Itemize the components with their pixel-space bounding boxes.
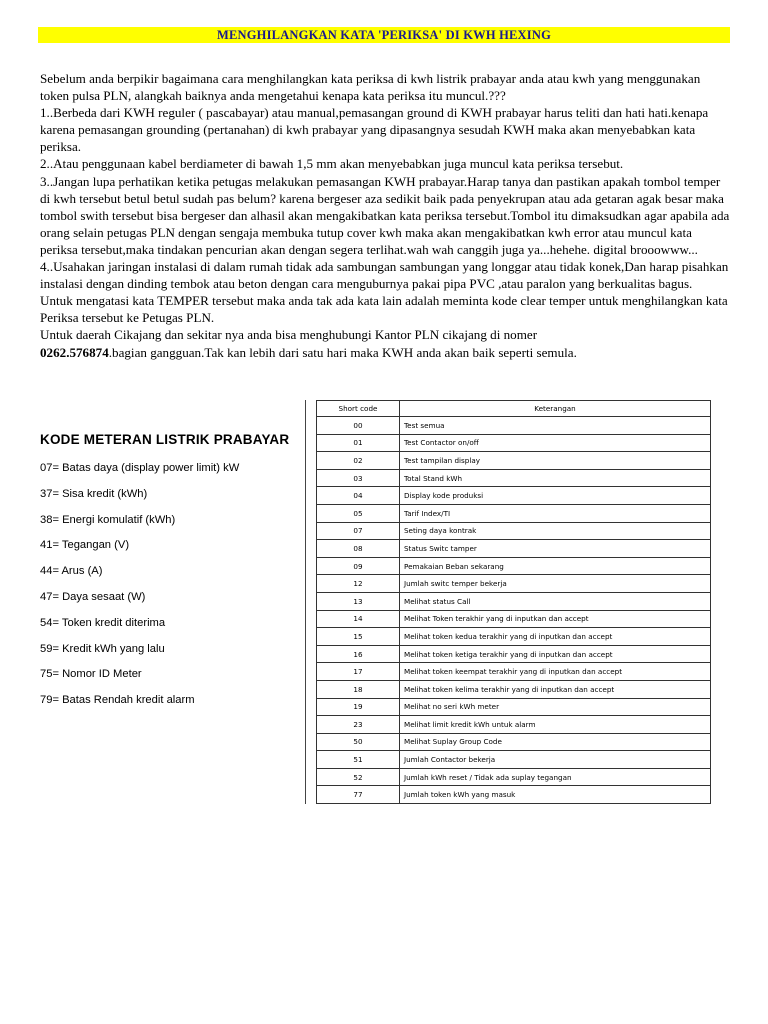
- table-row: [317, 610, 711, 628]
- table-row: [317, 628, 711, 646]
- table-row: [317, 522, 711, 540]
- table-row: [317, 663, 711, 681]
- kode-item: 37= Sisa kredit (kWh): [40, 487, 148, 500]
- short-code-cell: 52: [317, 768, 400, 786]
- paragraph: 4..Usahakan jaringan instalasi di dalam rumah tidak ada sambungan sambungan yang longgar atau tidak konek,Dan harap pisahkan instalasi dengan dinding tembok atau beton dengan cara menguburnya pakai pipa PVC ,atau paralon yang berkualitas bagus.: [40, 259, 729, 292]
- keterangan-cell: Melihat token keempat terakhir yang di inputkan dan accept: [400, 663, 711, 681]
- short-code-table: [316, 400, 711, 804]
- table-row: [317, 452, 711, 470]
- keterangan-cell: Melihat no seri kWh meter: [400, 698, 711, 716]
- keterangan-cell: Test Contactor on/off: [400, 434, 711, 452]
- contact-suffix: .bagian gangguan.Tak kan lebih dari satu hari maka KWH anda akan baik seperti semula.: [108, 344, 577, 360]
- keterangan-cell: Melihat status Call: [400, 592, 711, 610]
- kode-item: 07= Batas daya (display power limit) kW: [40, 462, 240, 474]
- kode-item: 75= Nomor ID Meter: [40, 668, 142, 681]
- keterangan-cell: Jumlah Contactor bekerja: [400, 751, 711, 769]
- keterangan-cell: Jumlah switc temper bekerja: [400, 575, 711, 593]
- paragraph: Untuk daerah Cikajang dan sekitar nya anda bisa menghubungi Kantor PLN cikajang di nomer: [40, 327, 538, 343]
- contact-line: [40, 344, 730, 361]
- keterangan-cell: Jumlah kWh reset / Tidak ada suplay tegangan: [400, 768, 711, 786]
- kode-item: 59= Kredit kWh yang lalu: [40, 642, 165, 655]
- short-code-cell: 50: [317, 733, 400, 751]
- kode-title: KODE METERAN LISTRIK PRABAYAR: [40, 432, 290, 447]
- article-body: [40, 70, 730, 361]
- keterangan-cell: Display kode produksi: [400, 487, 711, 505]
- header-short-code: Short code: [317, 401, 400, 417]
- short-code-cell: 17: [317, 663, 400, 681]
- short-code-cell: 23: [317, 716, 400, 734]
- keterangan-cell: Pemakaian Beban sekarang: [400, 557, 711, 575]
- table-row: [317, 768, 711, 786]
- table-row: [317, 487, 711, 505]
- table-row: [317, 417, 711, 435]
- kode-list: [40, 460, 239, 718]
- table-row: [317, 540, 711, 558]
- kode-item: 38= Energi komulatif (kWh): [40, 513, 176, 526]
- short-code-cell: 77: [317, 786, 400, 804]
- paragraph: 3..Jangan lupa perhatikan ketika petugas melakukan pemasangan KWH prabayar.Harap tanya dan pastikan apakah tombol temper di kwh tersebut betul betul sudah pas belum? karena bergeser aza sedikit baik pada penyekrupan atau ada getaran agak besar maka tombol swith tersebut bisa bergeser dan alhasil akan mengakibatkan kata periksa tersebut.Tombol itu dimaksudkan agar apabila ada orang selain petugas PLN dengan sengaja membuka tutup cover kwh maka akan mengakibatkan kwh error atau muncul kata periksa tersebut,maka tindakan pencurian akan dengan segera terlihat.wah wah canggih juga ya...hehehe. digital brooowww...: [40, 173, 730, 257]
- short-code-cell: 12: [317, 575, 400, 593]
- keterangan-cell: Melihat token kedua terakhir yang di inputkan dan accept: [400, 628, 711, 646]
- short-code-cell: 18: [317, 680, 400, 698]
- keterangan-cell: Melihat Suplay Group Code: [400, 733, 711, 751]
- keterangan-cell: Melihat Token terakhir yang di inputkan dan accept: [400, 610, 711, 628]
- kode-item: 41= Tegangan (V): [40, 539, 130, 552]
- table-row: [317, 698, 711, 716]
- page-title: MENGHILANGKAN KATA 'PERIKSA' DI KWH HEXING: [38, 27, 730, 43]
- keterangan-cell: Test tampilan display: [400, 452, 711, 470]
- divider: [305, 400, 306, 804]
- table-row: [317, 592, 711, 610]
- short-code-cell: 07: [317, 522, 400, 540]
- table-row: [317, 575, 711, 593]
- table-row: [317, 786, 711, 804]
- keterangan-cell: Total Stand kWh: [400, 469, 711, 487]
- paragraph: 2..Atau penggunaan kabel berdiameter di bawah 1,5 mm akan menyebabkan juga muncul kata periksa tersebut.: [40, 156, 624, 172]
- table-row: [317, 733, 711, 751]
- kode-item: 47= Daya sesaat (W): [40, 590, 146, 603]
- keterangan-cell: Melihat token ketiga terakhir yang di inputkan dan accept: [400, 645, 711, 663]
- short-code-cell: 08: [317, 540, 400, 558]
- short-code-cell: 01: [317, 434, 400, 452]
- short-code-cell: 03: [317, 469, 400, 487]
- keterangan-cell: Test semua: [400, 417, 711, 435]
- table-header-row: [317, 401, 711, 417]
- paragraph: Sebelum anda berpikir bagaimana cara menghilangkan kata periksa di kwh listrik prabayar anda atau kwh yang menggunakan token pulsa PLN, alangkah baiknya anda mengetahui kenapa kata periksa itu muncul.???: [40, 71, 701, 104]
- table-row: [317, 645, 711, 663]
- keterangan-cell: Status Switc tamper: [400, 540, 711, 558]
- kode-item: 44= Arus (A): [40, 565, 103, 578]
- short-code-cell: 04: [317, 487, 400, 505]
- keterangan-cell: Tarif Index/TI: [400, 504, 711, 522]
- table-row: [317, 504, 711, 522]
- paragraph: 1..Berbeda dari KWH reguler ( pascabayar) atau manual,pemasangan ground di KWH prabayar harus teliti dan hati hati.kenapa karena pemasangan grounding (pertanahan) di kwh prabayar yang dipasangnya sesudah KWH maka akan menyebabkan kata periksa.: [40, 105, 709, 155]
- short-code-cell: 05: [317, 504, 400, 522]
- short-code-cell: 14: [317, 610, 400, 628]
- short-code-cell: 00: [317, 417, 400, 435]
- short-code-cell: 51: [317, 751, 400, 769]
- keterangan-cell: Melihat token kelima terakhir yang di inputkan dan accept: [400, 680, 711, 698]
- short-code-cell: 09: [317, 557, 400, 575]
- table-row: [317, 680, 711, 698]
- kode-item: 79= Batas Rendah kredit alarm: [40, 694, 195, 707]
- kode-item: 54= Token kredit diterima: [40, 616, 166, 629]
- table-row: [317, 434, 711, 452]
- table-row: [317, 557, 711, 575]
- table-row: [317, 716, 711, 734]
- short-code-cell: 13: [317, 592, 400, 610]
- keterangan-cell: Seting daya kontrak: [400, 522, 711, 540]
- header-keterangan: Keterangan: [400, 401, 711, 417]
- short-code-cell: 15: [317, 628, 400, 646]
- table-row: [317, 469, 711, 487]
- keterangan-cell: Melihat limit kredit kWh untuk alarm: [400, 716, 711, 734]
- table-row: [317, 751, 711, 769]
- short-code-cell: 19: [317, 698, 400, 716]
- phone-number: 0262.576874: [40, 344, 109, 360]
- short-code-cell: 16: [317, 645, 400, 663]
- paragraph: Untuk mengatasi kata TEMPER tersebut maka anda tak ada kata lain adalah meminta kode clear temper untuk menghilangkan kata Periksa tersebut ke Petugas PLN.: [40, 293, 728, 326]
- keterangan-cell: Jumlah token kWh yang masuk: [400, 786, 711, 804]
- short-code-cell: 02: [317, 452, 400, 470]
